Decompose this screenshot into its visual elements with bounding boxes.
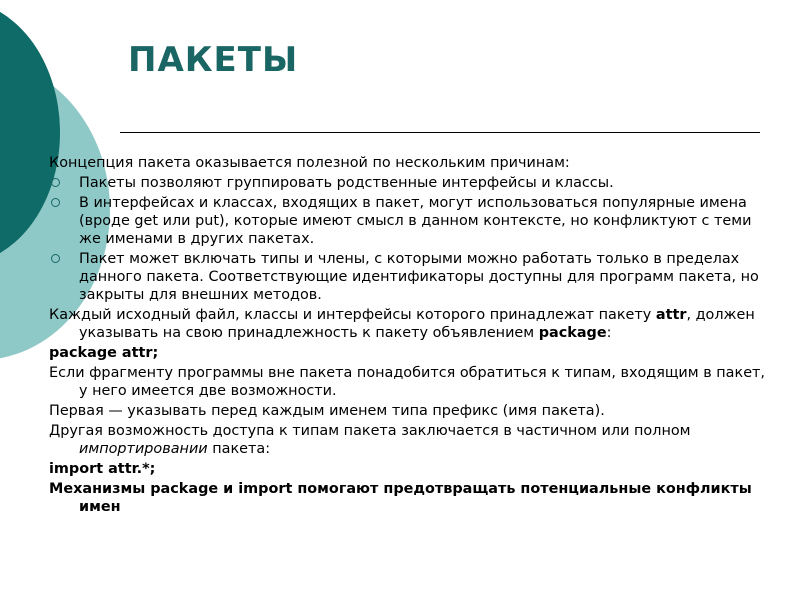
bullet-item — [49, 194, 769, 248]
text-span: Каждый исходный файл, классы и интерфейсы которого принадлежат пакету — [49, 307, 656, 323]
paragraph-second-way — [49, 422, 769, 458]
bullet-item — [49, 174, 769, 192]
paragraph-conclusion: Механизмы package и import помогают предотвращать потенциальные конфликты имен — [49, 481, 752, 515]
bullet-circle-icon — [51, 178, 60, 187]
slide-body — [49, 154, 769, 518]
text-span: : — [606, 325, 612, 341]
code-line-import: import attr.*; — [49, 461, 156, 477]
paragraph-intro: Концепция пакета оказывается полезной по нескольким причинам: — [49, 155, 570, 171]
slide-title: ПАКЕТЫ — [128, 40, 299, 80]
emphasis-importing: импортировании — [79, 441, 208, 457]
bullet-text: Пакет может включать типы и члены, с которыми можно работать только в пределах данного пакета. Соответствующие идентификаторы доступны для программ пакета, но закрыты для внешних методов. — [79, 251, 759, 303]
title-divider — [120, 132, 760, 133]
bullet-text: Пакеты позволяют группировать родственные интерфейсы и классы. — [79, 175, 614, 191]
bullet-item — [49, 250, 769, 304]
text-span: пакета: — [207, 441, 271, 457]
paragraph-package-declaration — [49, 306, 769, 342]
keyword-package: package — [538, 325, 607, 341]
bullet-text: В интерфейсах и классах, входящих в пакет, могут использоваться популярные имена (вроде get или put), которые имеют смысл в данном контексте, но конфликтуют с теми же именами в других пакетах. — [79, 195, 752, 247]
bullet-circle-icon — [51, 198, 60, 207]
paragraph-first-way: Первая — указывать перед каждым именем типа префикс (имя пакета). — [49, 403, 605, 419]
keyword-attr: attr — [655, 307, 687, 323]
bullet-circle-icon — [51, 254, 60, 263]
text-span: , должен указывать на свою принадлежность к пакету объявлением — [79, 307, 755, 341]
paragraph-access: Если фрагменту программы вне пакета понадобится обратиться к типам, входящим в пакет, у него имеется две возможности. — [49, 365, 766, 399]
text-span: Другая возможность доступа к типам пакета заключается в частичном или полном — [49, 423, 691, 439]
code-line-package: package attr; — [49, 345, 159, 361]
